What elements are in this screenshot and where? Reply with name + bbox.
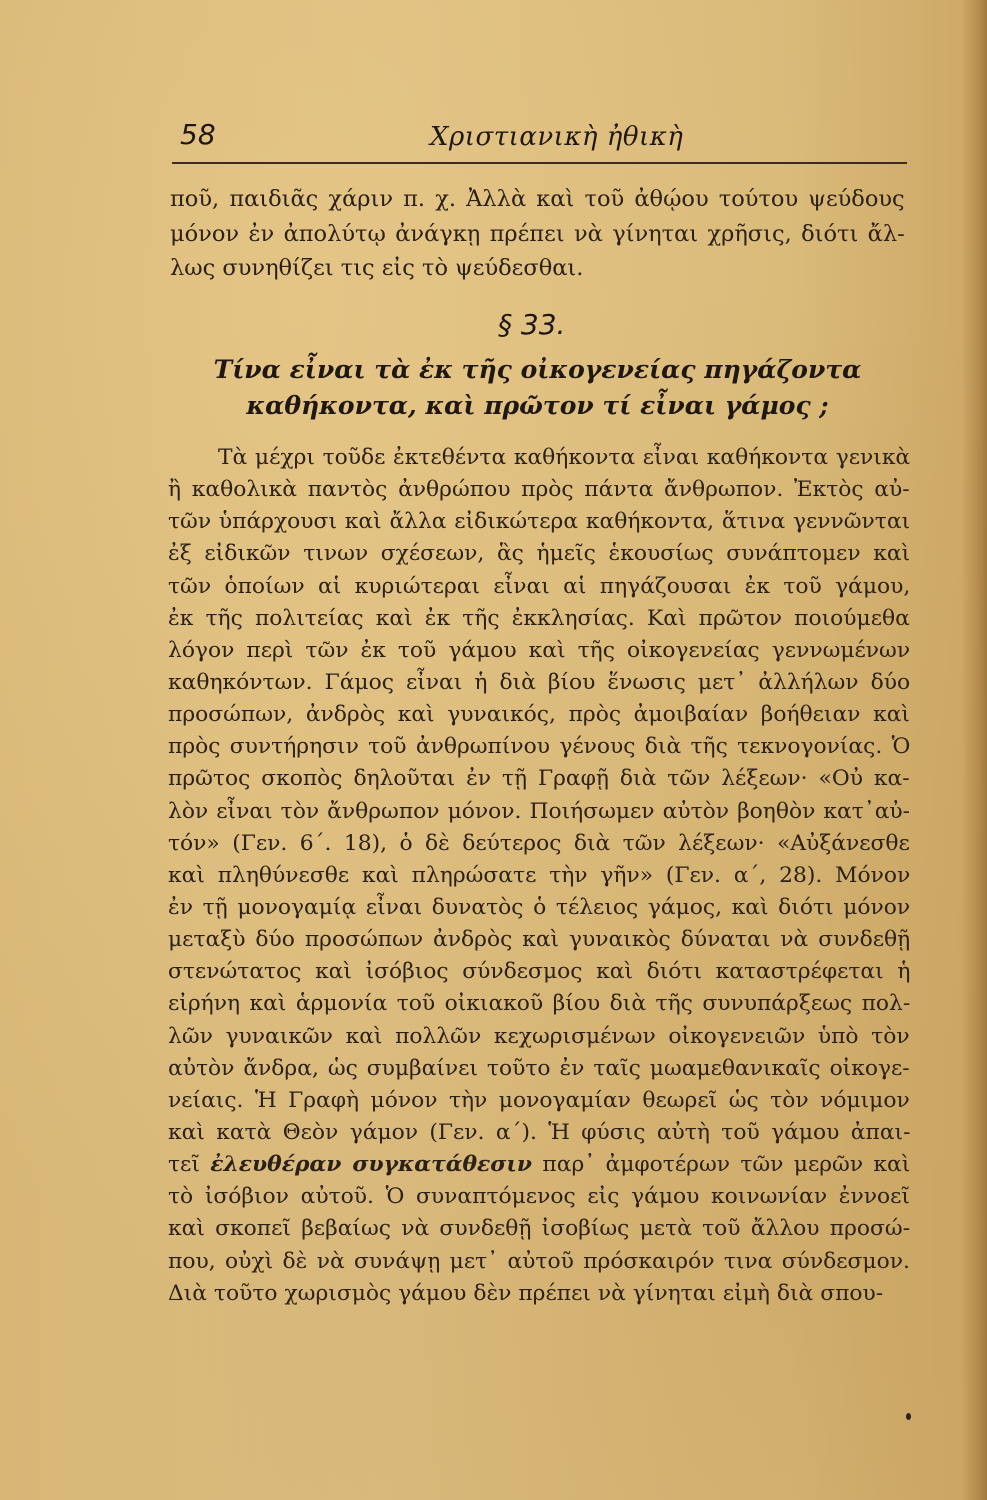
text-line: λόγον περὶ τῶν ἐκ τοῦ γάμου καὶ τῆς οἰκογενείας γεννωμένων: [168, 637, 910, 663]
text-line: τῶν ὑπάρχουσι καὶ ἄλλα εἰδικώτερα καθήκοντα, ἅτινα γεννῶνται: [168, 509, 910, 535]
text-line: προσώπων, ἀνδρὸς καὶ γυναικός, πρὸς ἀμοιβαίαν βοήθειαν καὶ: [168, 702, 910, 728]
text-line: λὸν εἶναι τὸν ἄνθρωπον μόνον. Ποιήσωμεν αὐτὸν βοηθὸν κατ᾽αὐ-: [168, 798, 910, 824]
emphasized-phrase: ἐλευθέραν συγκατάθεσιν: [210, 1152, 533, 1178]
text-line: ἐξ εἰδικῶν τινων σχέσεων, ἃς ἡμεῖς ἑκουσίως συνάπτομεν καὶ: [168, 541, 910, 567]
section-number: § 33.: [498, 308, 566, 341]
text-line: καθηκόντων. Γάμος εἶναι ἡ διὰ βίου ἕνωσις μετ᾽ ἀλλήλων δύο: [168, 669, 910, 695]
page-number: 58: [180, 118, 216, 151]
running-head: Χριστιανικὴ ἠθικὴ: [430, 122, 684, 152]
text-line: καὶ πληθύνεσθε καὶ πληρώσατε τὴν γῆν» (Γεν. α΄, 28). Μόνον: [168, 862, 910, 888]
text-line: λως συνηθίζει τις εἰς τὸ ψεύδεσθαι.: [170, 255, 584, 282]
text-line-with-emphasis: [168, 1149, 910, 1181]
text-line: τόν» (Γεν. 6΄. 18), ὁ δὲ δεύτερος διὰ τῶν λέξεων· «Αὐξάνεσθε: [168, 830, 910, 856]
text-line: Διὰ τοῦτο χωρισμὸς γάμου δὲν πρέπει νὰ γίνηται εἰμὴ διὰ σπου-: [168, 1280, 884, 1306]
page-edge-shadow: [961, 0, 987, 1500]
text-line: πρῶτος σκοπὸς δηλοῦται ἐν τῇ Γραφῇ διὰ τῶν λέξεων· «Οὐ κα-: [168, 766, 910, 792]
text-line: ἐκ τῆς πολιτείας καὶ ἐκ τῆς ἐκκλησίας. Καὶ πρῶτον ποιούμεθα: [168, 605, 910, 631]
text-line: λῶν γυναικῶν καὶ πολλῶν κεχωρισμένων οἰκογενειῶν ὑπὸ τὸν: [168, 1023, 910, 1049]
text-line: καὶ σκοπεῖ βεβαίως νὰ συνδεθῇ ἰσοβίως μετὰ τοῦ ἄλλου προσώ-: [168, 1216, 910, 1242]
text-line: ἢ καθολικὰ παντὸς ἀνθρώπου πρὸς πάντα ἄνθρωπον. Ἐκτὸς αὐ-: [168, 477, 910, 503]
text-line: ἐν τῇ μονογαμίᾳ εἶναι δυνατὸς ὁ τέλειος γάμος, καὶ διότι μόνον: [168, 894, 910, 920]
text-line: μόνον ἐν ἀπολύτῳ ἀνάγκῃ πρέπει νὰ γίνηται χρῆσις, διότι ἄλ-: [170, 220, 905, 247]
text-line: καὶ κατὰ Θεὸν γάμον (Γεν. α΄). Ἡ φύσις αὐτὴ τοῦ γάμου ἀπαι-: [168, 1119, 910, 1145]
text-line: αὐτὸν ἄνδρα, ὡς συμβαίνει τοῦτο ἐν ταῖς μωαμεθανικαῖς οἰκογε-: [168, 1055, 910, 1081]
text-line: ποῦ, παιδιᾶς χάριν π. χ. Ἀλλὰ καὶ τοῦ ἀθῴου τούτου ψεύδους: [170, 186, 905, 212]
ink-fleck: [906, 1413, 911, 1420]
section-title-line: καθήκοντα, καὶ πρῶτον τί εἶναι γάμος ;: [246, 391, 829, 420]
text-line: τῶν ὁποίων αἱ κυριώτεραι εἶναι αἱ πηγάζουσαι ἐκ τοῦ γάμου,: [168, 573, 910, 599]
text-line: εἰρήνη καὶ ἁρμονία τοῦ οἰκιακοῦ βίου διὰ τῆς συνυπάρξεως πολ-: [168, 991, 910, 1017]
text-fragment: παρ᾽ ἀμφοτέρων τῶν μερῶν καὶ: [532, 1152, 910, 1178]
body-paragraph: [168, 442, 910, 1310]
text-line: νείαις. Ἡ Γραφὴ μόνον τὴν μονογαμίαν θεωρεῖ ὡς τὸν νόμιμον: [168, 1087, 910, 1113]
text-line: μεταξὺ δύο προσώπων ἀνδρὸς καὶ γυναικὸς δύναται νὰ συνδεθῇ: [168, 927, 910, 953]
intro-paragraph: [170, 182, 905, 286]
section-title: [170, 352, 905, 424]
text-line: στενώτατος καὶ ἰσόβιος σύνδεσμος καὶ διότι καταστρέφεται ἡ: [168, 959, 910, 985]
text-fragment: τεῖ: [168, 1152, 211, 1178]
page-header: [180, 118, 900, 158]
section-title-line: Τίνα εἶναι τὰ ἐκ τῆς οἰκογενείας πηγάζοντα: [213, 355, 862, 384]
text-line: τὸ ἰσόβιον αὐτοῦ. Ὁ συναπτόμενος εἰς γάμου κοινωνίαν ἐννοεῖ: [168, 1184, 910, 1210]
text-line: πρὸς συντήρησιν τοῦ ἀνθρωπίνου γένους διὰ τῆς τεκνογονίας. Ὁ: [168, 734, 910, 760]
text-line: που, οὐχὶ δὲ νὰ συνάψῃ μετ᾽ αὐτοῦ πρόσκαιρόν τινα σύνδεσμον.: [168, 1248, 910, 1274]
text-line: Τὰ μέχρι τοῦδε ἐκτεθέντα καθήκοντα εἶναι καθήκοντα γενικὰ: [218, 445, 910, 470]
header-rule: [172, 162, 907, 164]
